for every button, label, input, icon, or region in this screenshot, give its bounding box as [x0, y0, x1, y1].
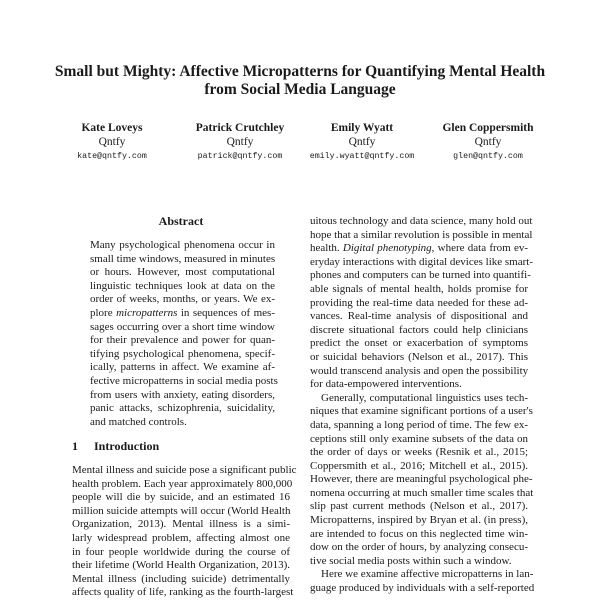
text-line: affects quality of life, ranking as the fourth-largest — [72, 586, 294, 599]
text-line: are intended to focus on this neglected time win- — [310, 527, 528, 540]
section-heading — [72, 439, 159, 454]
text-line: nomena occurring at much smaller time scales that — [310, 486, 534, 499]
text-line: data, spanning a long period of time. The few ex- — [310, 418, 528, 431]
text-line: vances. Real-time analysis of dispositional and — [310, 310, 528, 323]
text-line: Here we examine affective micropatterns in lan- — [321, 568, 534, 581]
text-line: Coppersmith et al., 2016; Mitchell et al., 2015). — [310, 459, 528, 472]
emphasis-text: Digital phenotyping — [342, 242, 432, 255]
text-line: phones and computers can be turned into quantifi- — [310, 269, 531, 282]
text-line: in four people worldwide during the course of — [72, 545, 290, 558]
text-line: people will die by suicide, and an estimated 16 — [72, 491, 290, 504]
author-affiliation: Qntfy — [226, 136, 254, 148]
text-line: million suicide attempts will occur (World Health — [72, 504, 291, 517]
text-line: fective micropatterns in social media posts — [90, 374, 278, 387]
author-affiliation: Qntfy — [348, 136, 376, 148]
text-line: discrete situational factors could help clinicians — [310, 323, 528, 336]
text-line: the order of days or weeks (Resnik et al., 2015; — [310, 446, 528, 459]
text-line: tifying psychological phenomena, specif- — [90, 347, 275, 360]
text-line: linguistic techniques look at data on the — [90, 279, 275, 292]
text-line: larly widespread problem, affecting almost one — [72, 531, 290, 544]
text-line: for data-empowered interventions. — [310, 378, 462, 391]
author-name: Glen Coppersmith — [442, 122, 534, 134]
text-line: guage produced by individuals with a self-reported — [310, 582, 535, 595]
author-name: Kate Loveys — [81, 122, 143, 134]
text-line: small time windows, measured in minutes — [90, 252, 276, 265]
author-email: kate@qntfy.com — [77, 152, 147, 161]
author-email: glen@qntfy.com — [453, 152, 523, 161]
author-block — [175, 121, 305, 164]
author-email: emily.wyatt@qntfy.com — [309, 152, 415, 161]
text-line: predict the onset or exacerbation of symptoms — [310, 337, 528, 350]
text-line: and matched controls. — [90, 415, 187, 428]
text-line: providing the real-time data needed for these ad- — [310, 296, 528, 309]
text-line: tive social media posts within such a window. — [310, 554, 512, 567]
right-column-body — [310, 215, 535, 596]
author-affiliation: Qntfy — [474, 136, 502, 148]
author-name: Emily Wyatt — [330, 122, 394, 134]
text-line: hope that a similar revolution is possible in mental — [310, 228, 533, 241]
text-line: uitous technology and data science, many hold out — [310, 215, 533, 227]
text-line: eryday interactions with digital devices like smart- — [310, 255, 533, 268]
paper-title — [0, 63, 600, 99]
text-line: or suicidal behaviors (Nelson et al., 2017). This — [310, 350, 528, 363]
text-line: Organization, 2013). Mental illness is a simi- — [72, 518, 290, 531]
author-name: Patrick Crutchley — [195, 122, 285, 134]
text-line: Mental illness and suicide pose a significant public — [72, 464, 297, 476]
text-line: or hours. However, most computational — [90, 266, 275, 279]
author-block — [47, 121, 177, 164]
text-line: plore micropatterns in sequences of mes- — [90, 306, 275, 319]
text-line: sages occurring over a short time window — [90, 320, 275, 333]
text-line: Many psychological phenomena occur in — [90, 239, 275, 251]
text-line: Generally, computational linguistics uses tech- — [321, 391, 528, 404]
text-line: Mental illness (including suicide) detrimentally — [72, 572, 290, 585]
author-block — [297, 121, 427, 164]
text-line: from users with anxiety, eating disorders, — [90, 388, 275, 401]
text-line: health. Digital phenotyping, where data from ev- — [310, 242, 529, 255]
author-affiliation: Qntfy — [98, 136, 126, 148]
title-line: Small but Mighty: Affective Micropatterns for Quantifying Mental Health — [54, 63, 546, 80]
text-line: their lifetime (World Health Organization, 2013). — [72, 559, 290, 572]
text-line: Micropatterns, inspired by Bryan et al. (in press), — [310, 514, 528, 527]
emphasis-text: micropatterns — [116, 306, 178, 319]
text-line: niques that examine significant portions of a user's — [310, 405, 533, 418]
section-title: Introduction — [94, 439, 160, 453]
text-line: for their prevalence and power for quan- — [90, 334, 275, 347]
text-line: order of weeks, months, or years. We ex- — [90, 293, 275, 306]
text-line: would transcend analysis and open the possibility — [310, 364, 529, 377]
text-line: slip past current methods (Nelson et al., 2017). — [310, 500, 528, 513]
text-line: health problem. Each year approximately 800,000 — [72, 477, 293, 490]
abstract-heading: Abstract — [158, 214, 204, 228]
text-line: panic attacks, schizophrenia, suicidality, — [90, 402, 275, 415]
author-block — [423, 121, 553, 164]
section-number: 1 — [72, 439, 78, 453]
text-line: However, there are meaningful psychological phe- — [310, 473, 533, 486]
text-line: ically, patterns in affect. We examine af- — [90, 361, 275, 374]
text-line: dow on the order of hours, by analyzing consecu- — [310, 541, 528, 554]
text-line: ceptions still only examine subsets of the data on — [310, 432, 528, 445]
author-email: patrick@qntfy.com — [197, 152, 283, 161]
left-column-body — [72, 464, 297, 600]
text-line: able signals of mental health, holds promise for — [310, 282, 528, 295]
abstract-text — [90, 239, 278, 429]
title-line: from Social Media Language — [204, 81, 396, 98]
